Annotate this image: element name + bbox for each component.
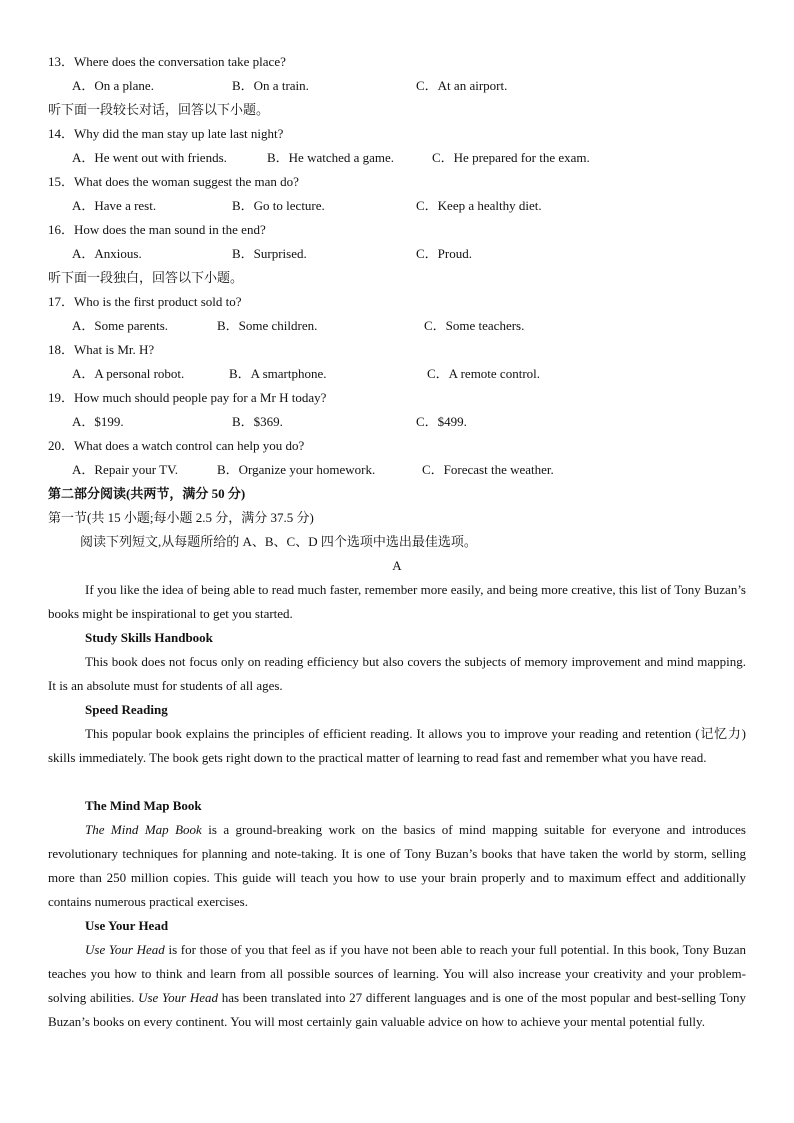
option-a[interactable]: A．He went out with friends. <box>72 150 227 165</box>
option-a[interactable]: A．Some parents. <box>72 318 169 333</box>
book-description <box>48 818 746 914</box>
question-15 <box>48 170 746 194</box>
book-title-italic: The Mind Map Book <box>85 822 202 837</box>
book-text-body: is a ground-breaking work on the basics of mind mapping suitable for everyone and introduces revolutionary techniques for planning and note-taking. It is one of Tony Buzan’s books that have taken the world by storm, selling more than 250 million copies. This guide will teach you how to use your brain properly and to maximum effect and additionally contains numerous practical exercises. <box>48 822 746 909</box>
book-title: The Mind Map Book <box>85 798 202 813</box>
option-c[interactable]: C．Forecast the weather. <box>422 462 554 477</box>
book-title-italic: Use Your Head <box>138 990 218 1005</box>
book-title: Study Skills Handbook <box>85 630 213 645</box>
question-19-options <box>48 410 746 434</box>
question-15-options <box>48 194 746 218</box>
question-16-options <box>48 242 746 266</box>
option-a[interactable]: A．Anxious. <box>72 246 142 261</box>
question-17 <box>48 290 746 314</box>
section-1-title: 第一节(共 15 小题;每小题 2.5 分，满分 37.5 分) <box>48 510 314 525</box>
reading-instruction: 阅读下列短文,从每题所给的 A、B、C、D 四个选项中选出最佳选项。 <box>80 534 477 549</box>
option-b[interactable]: B．$369. <box>232 414 283 429</box>
question-stem: 18．What is Mr. H? <box>48 342 155 357</box>
option-b[interactable]: B．Organize your homework. <box>217 462 376 477</box>
question-stem: 20．What does a watch control can help you do? <box>48 438 305 453</box>
option-b[interactable]: B．Go to lecture. <box>232 198 325 213</box>
question-14-options <box>48 146 746 170</box>
question-13 <box>48 50 746 74</box>
question-20 <box>48 434 746 458</box>
book-description <box>48 722 746 770</box>
intro-text: If you like the idea of being able to read much faster, remember more easily, and being more creative, this list of Tony Buzan’s books might be inspirational to get you started. <box>48 582 746 621</box>
question-18-options <box>48 362 746 386</box>
question-stem: 19．How much should people pay for a Mr H today? <box>48 390 327 405</box>
book-text-body: is for those of you that feel as if you have not been able to reach your full potential. In this book, Tony Buzan teaches you how to think and learn from all possible sources of learning. You will also increase your creativity and your problem-solving abilities. <box>48 942 746 1005</box>
option-b[interactable]: B．He watched a game. <box>267 150 395 165</box>
book-text <box>48 938 746 1034</box>
book-description <box>48 650 746 698</box>
option-b[interactable]: B．On a train. <box>232 78 309 93</box>
book-title: Use Your Head <box>85 918 169 933</box>
book-text <box>48 818 746 914</box>
option-b[interactable]: B．Some children. <box>217 318 318 333</box>
part-2-title: 第二部分阅读(共两节，满分 50 分) <box>48 486 246 501</box>
book-title: Speed Reading <box>85 702 168 717</box>
question-stem: 13．Where does the conversation take place? <box>48 54 286 69</box>
question-18 <box>48 338 746 362</box>
listening-instruction: 听下面一段较长对话，回答以下小题。 <box>48 102 270 117</box>
question-stem: 15．What does the woman suggest the man do? <box>48 174 299 189</box>
question-stem: 16．How does the man sound in the end? <box>48 222 266 237</box>
passage-letter: A <box>392 558 402 573</box>
option-c[interactable]: C．A remote control. <box>427 366 541 381</box>
book-text: This book does not focus only on reading efficiency but also covers the subjects of memory improvement and mind mapping. It is an absolute must for students of all ages. <box>48 654 746 693</box>
option-b[interactable]: B．A smartphone. <box>229 366 327 381</box>
question-17-options <box>48 314 746 338</box>
option-a[interactable]: A．Repair your TV. <box>72 462 179 477</box>
option-b[interactable]: B．Surprised. <box>232 246 307 261</box>
book-text: This popular book explains the principles of efficient reading. It allows you to improve your reading and retention (记忆力) skills immediately. The book gets right down to the practical matter of learning to read fast and remember what you have read. <box>48 726 746 765</box>
passage-intro <box>48 578 746 626</box>
book-title-italic: Use Your Head <box>85 942 165 957</box>
option-c[interactable]: C．At an airport. <box>416 78 508 93</box>
option-c[interactable]: C．Proud. <box>416 246 472 261</box>
question-13-options <box>48 74 746 98</box>
question-stem: 14．Why did the man stay up late last night? <box>48 126 284 141</box>
question-stem: 17．Who is the first product sold to? <box>48 294 242 309</box>
option-a[interactable]: A．On a plane. <box>72 78 154 93</box>
question-14 <box>48 122 746 146</box>
question-19 <box>48 386 746 410</box>
option-c[interactable]: C．Some teachers. <box>424 318 525 333</box>
listening-instruction: 听下面一段独白，回答以下小题。 <box>48 270 244 285</box>
book-text-body: has been translated into 27 different languages and is one of the most popular and best-selling Tony Buzan’s books on every continent. You will most certainly gain valuable advice on how to achieve your mental potential fully. <box>48 990 746 1029</box>
option-a[interactable]: A．Have a rest. <box>72 198 157 213</box>
option-a[interactable]: A．$199. <box>72 414 124 429</box>
question-16 <box>48 218 746 242</box>
option-a[interactable]: A．A personal robot. <box>72 366 185 381</box>
question-20-options <box>48 458 746 482</box>
option-c[interactable]: C．$499. <box>416 414 467 429</box>
option-c[interactable]: C．He prepared for the exam. <box>432 150 590 165</box>
book-description <box>48 938 746 1034</box>
option-c[interactable]: C．Keep a healthy diet. <box>416 198 542 213</box>
